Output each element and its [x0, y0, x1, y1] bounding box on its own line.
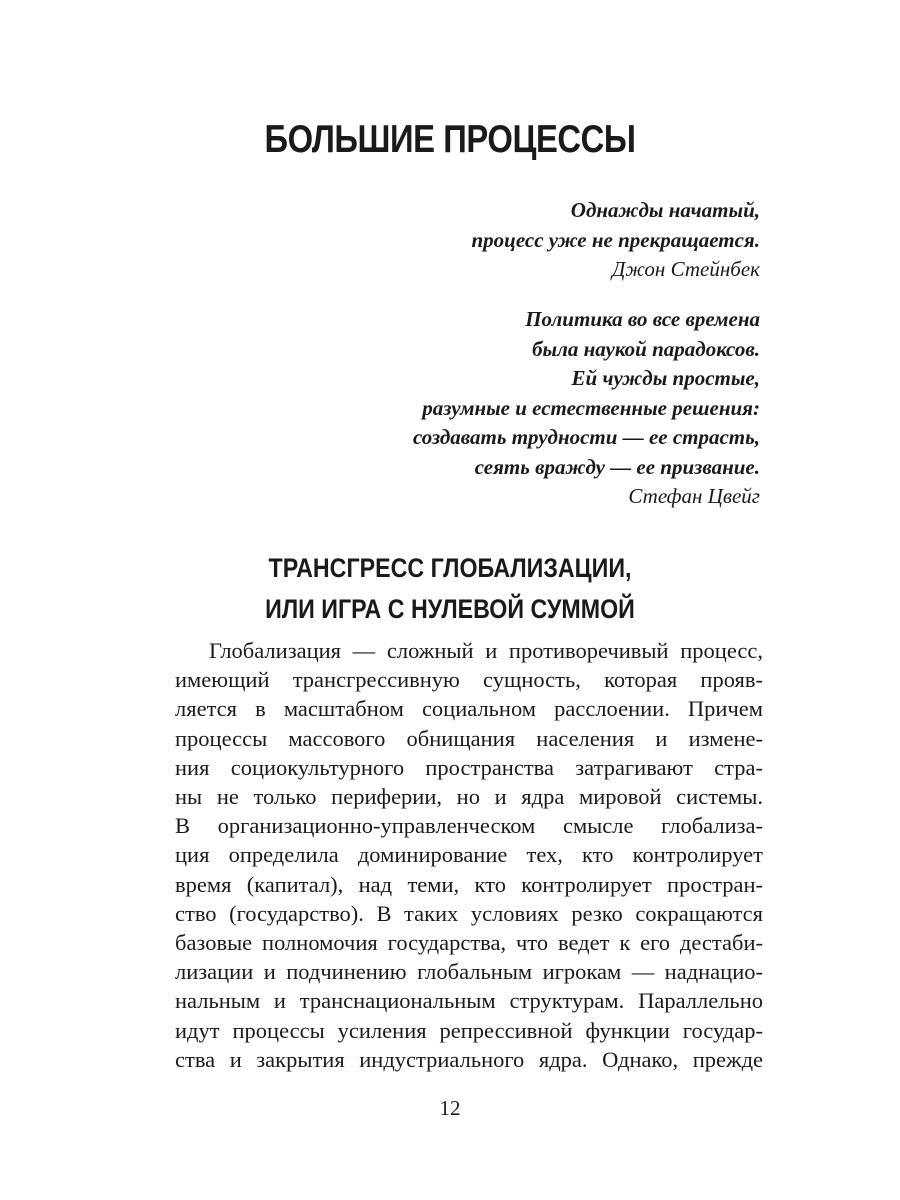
text-line: Глобализация — сложный и противоречивый процесс,	[209, 638, 763, 663]
text-line: нальным и транснациональным структурам. Параллельно	[175, 988, 763, 1014]
epigraph	[413, 305, 760, 512]
epigraph-author: Джон Стейнбек	[612, 257, 760, 281]
chapter-title: БОЛЬШИЕ ПРОЦЕССЫ	[264, 118, 636, 161]
text-line: ны не только периферии, но и ядра мировой системы.	[175, 784, 763, 810]
epigraph-line: Ей чужды простые,	[571, 366, 760, 390]
epigraph-line: Политика во все времена	[525, 307, 760, 331]
epigraph-line: сеять вражду — ее призвание.	[474, 454, 760, 479]
epigraph-line: процесс уже не прекращается.	[471, 227, 760, 252]
text-line: ция определила доминирование тех, кто контролирует	[175, 842, 763, 868]
text-line: базовые полномочия государства, что ведет к его дестаби-	[175, 930, 763, 956]
epigraph-line: Однажды начатый,	[570, 198, 760, 222]
text-line: В организационно-управленческом смысле глобализа-	[175, 813, 763, 839]
epigraph-author: Стефан Цвейг	[628, 484, 760, 508]
epigraph-line: была наукой парадоксов.	[532, 336, 760, 361]
epigraph-line: создавать трудности — ее страсть,	[412, 425, 760, 449]
text-line: процессы массового обнищания населения и изменe-	[175, 725, 763, 751]
epigraph	[471, 196, 760, 285]
page-number: 12	[439, 1096, 461, 1120]
section-title-line: ТРАНСГРЕСС ГЛОБАЛИЗАЦИИ,	[268, 553, 632, 583]
section-title	[63, 548, 837, 630]
section-title-line: ИЛИ ИГРА С НУЛЕВОЙ СУММОЙ	[265, 594, 635, 624]
epigraph-line: разумные и естественные решения:	[422, 395, 760, 420]
text-line: ства и закрытия индустриального ядра. Однако, прежде	[175, 1046, 763, 1072]
text-line: ство (государство). В таких условиях резко сокращаются	[175, 900, 763, 926]
body-paragraph	[175, 636, 763, 1074]
text-line: время (капитал), над теми, кто контролирует простран-	[175, 871, 763, 897]
text-line: ляется в масштабном социальном расслоении. Причем	[175, 696, 763, 722]
text-line: имеющий трансгрессивную сущность, которая прояв-	[175, 667, 763, 693]
text-line: идут процессы усиления репрессивной функции государ-	[175, 1017, 763, 1043]
text-line: ния социокультурного пространства затрагивают стра-	[175, 754, 763, 780]
text-line: лизации и подчинению глобальным игрокам — наднацио-	[175, 959, 763, 985]
